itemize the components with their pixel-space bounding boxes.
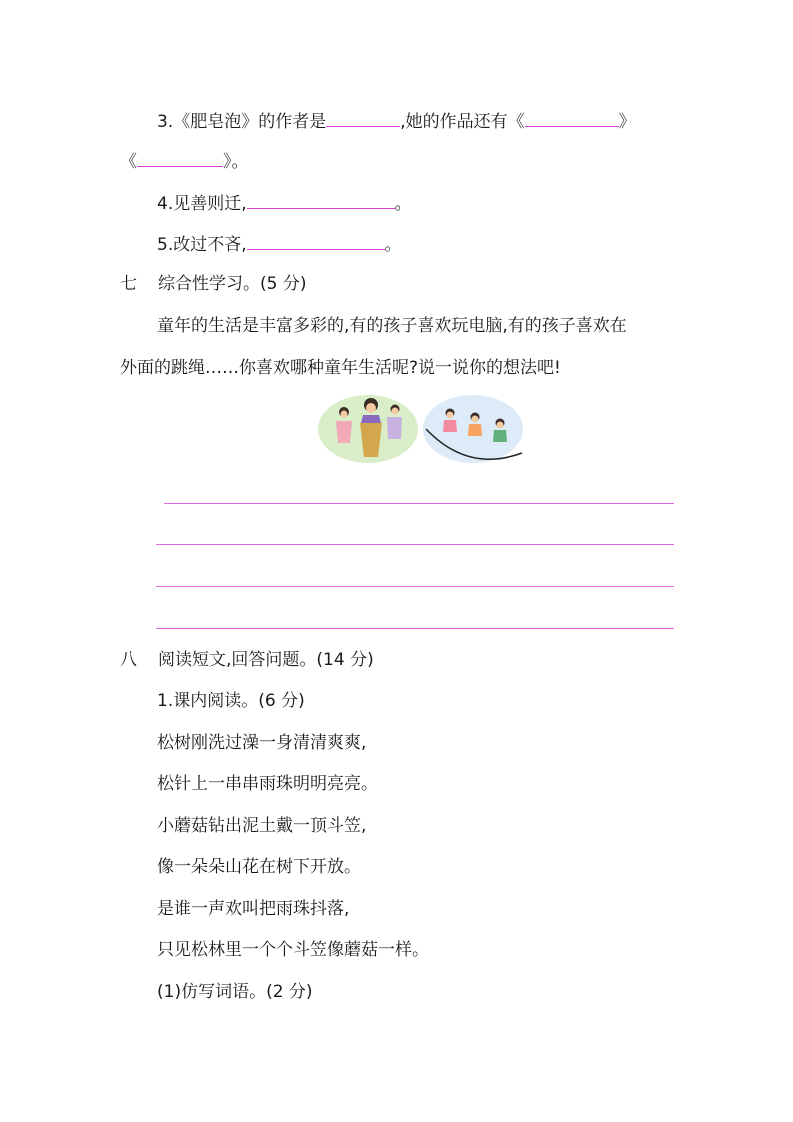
question-number: 3. xyxy=(157,112,174,132)
poem-line: 松针上一串串雨珠明明亮亮。 xyxy=(157,774,378,794)
subsection-1-title: 1.课内阅读。(6 分) xyxy=(157,691,305,711)
poem-line: 像一朵朵山花在树下开放。 xyxy=(157,857,361,877)
section-7-para-2: 外面的跳绳……你喜欢哪种童年生活呢?说一说你的想法吧! xyxy=(120,358,561,378)
question-text: 5.改过不吝, xyxy=(157,235,247,255)
question-4 xyxy=(157,192,412,214)
poem-line: 只见松林里一个个斗笠像蘑菇一样。 xyxy=(157,940,429,960)
poem-line: 松树刚洗过澡一身清清爽爽, xyxy=(157,733,367,753)
writing-line-1[interactable] xyxy=(164,503,674,504)
question-text: 4.见善则迁, xyxy=(157,194,247,214)
question-5 xyxy=(157,233,402,255)
period: 。 xyxy=(384,235,402,255)
writing-line-4[interactable] xyxy=(156,628,674,629)
bracket-open: 《 xyxy=(507,112,525,132)
answer-blank-work-1[interactable] xyxy=(525,110,619,127)
section-number: 八 xyxy=(120,650,137,670)
poem-line: 小蘑菇钻出泥土戴一顶斗笠, xyxy=(157,816,367,836)
period: 。 xyxy=(394,194,412,214)
book-title: 肥皂泡 xyxy=(190,112,242,132)
writing-line-2[interactable] xyxy=(156,544,674,545)
bracket-close: 》。 xyxy=(223,152,249,172)
answer-blank-work-2[interactable] xyxy=(137,150,223,167)
section-8-heading xyxy=(120,650,374,670)
answer-blank-author[interactable] xyxy=(326,110,400,127)
question-text-2: ,她的作品还有 xyxy=(400,112,508,132)
section-number: 七 xyxy=(120,274,137,294)
bracket-open: 《 xyxy=(120,152,137,172)
section-title: 阅读短文,回答问题。(14 分) xyxy=(158,650,374,670)
writing-line-3[interactable] xyxy=(156,586,674,587)
bracket-open: 《 xyxy=(173,112,191,132)
question-3 xyxy=(157,110,636,132)
bracket-close: 》 xyxy=(618,112,636,132)
section-title: 综合性学习。(5 分) xyxy=(158,274,307,294)
section-7-heading xyxy=(120,274,306,294)
question-text: 的作者是 xyxy=(258,112,327,132)
question-1-prompt: (1)仿写词语。(2 分) xyxy=(157,982,313,1002)
poem-line: 是谁一声欢叫把雨珠抖落, xyxy=(157,899,350,919)
question-3-cont xyxy=(120,150,249,172)
answer-blank[interactable] xyxy=(247,233,385,250)
section-7-para-1: 童年的生活是丰富多彩的,有的孩子喜欢玩电脑,有的孩子喜欢在 xyxy=(157,316,627,336)
children-playing-illustration xyxy=(318,393,523,463)
bracket-close: 》 xyxy=(241,112,259,132)
answer-blank[interactable] xyxy=(247,192,395,209)
